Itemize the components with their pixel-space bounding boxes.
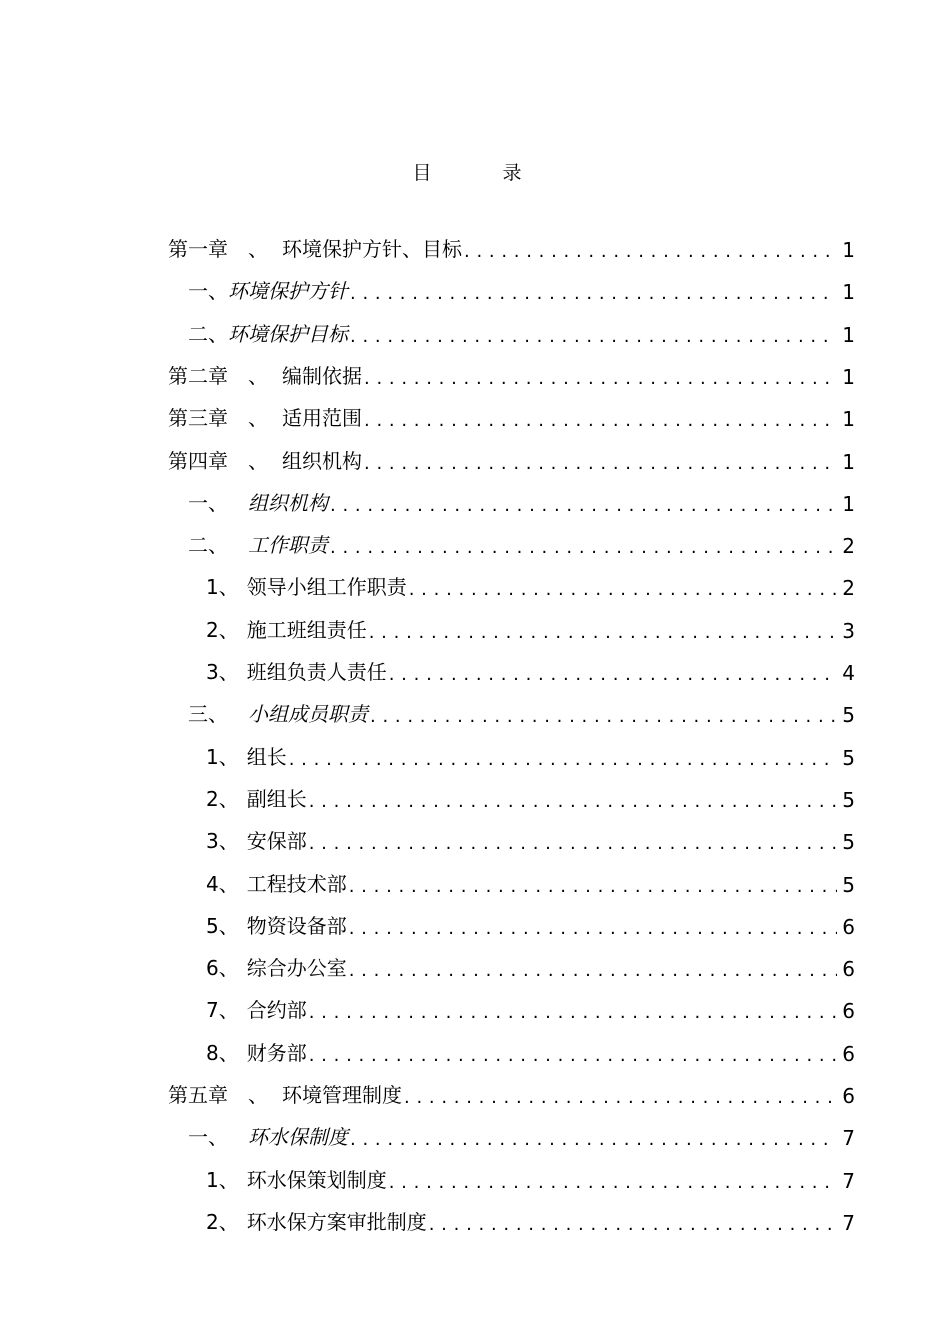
toc-title: 目 录 <box>412 162 548 184</box>
toc-page-number: 6 <box>842 957 855 982</box>
dot-leader <box>309 830 837 850</box>
toc-entry-label <box>188 698 368 727</box>
toc-page-number: 6 <box>842 1041 855 1066</box>
toc-page-number: 4 <box>842 661 855 685</box>
toc-entry-number: 第五章 、 <box>168 1083 268 1107</box>
toc-entry-text: 合约部 <box>246 998 307 1023</box>
toc-entry-text: 财务部 <box>246 1040 307 1065</box>
toc-entry[interactable] <box>188 266 855 304</box>
toc-entry[interactable] <box>206 647 855 685</box>
dot-leader <box>349 873 837 893</box>
toc-entry-text: 安保部 <box>246 829 307 854</box>
toc-entry[interactable] <box>206 732 855 770</box>
dot-leader <box>350 323 837 343</box>
toc-entry-label <box>206 614 367 643</box>
toc-entry-text: 组长 <box>246 744 287 769</box>
dot-leader <box>330 534 837 554</box>
toc-entry-number: 7、 <box>206 998 239 1023</box>
toc-entry-number: 一、 <box>188 279 228 304</box>
toc-entry-number: 8、 <box>206 1040 239 1065</box>
toc-page-number: 7 <box>842 1168 855 1193</box>
toc-entry[interactable] <box>206 985 855 1023</box>
toc-entry-label <box>206 1164 387 1193</box>
dot-leader <box>389 1169 837 1189</box>
toc-entry[interactable] <box>206 562 855 600</box>
dot-leader <box>289 746 837 766</box>
toc-page-number: 3 <box>842 618 855 643</box>
dot-leader <box>429 1211 837 1231</box>
toc-entry-text: 环境管理制度 <box>282 1083 402 1107</box>
toc-entry-text: 工作职责 <box>248 533 328 558</box>
dot-leader <box>309 788 837 808</box>
dot-leader <box>364 365 837 385</box>
dot-leader <box>309 1042 837 1062</box>
toc-entry-number: 3、 <box>206 829 239 854</box>
toc-page-number: 7 <box>842 1126 855 1151</box>
toc-entry-number: 3、 <box>206 660 239 684</box>
toc-page-number: 1 <box>842 322 855 347</box>
dot-leader <box>349 915 837 935</box>
toc-entry-label <box>168 1079 402 1108</box>
toc-entry-number: 1、 <box>206 744 239 769</box>
toc-entry[interactable] <box>168 1070 855 1108</box>
toc-page-number: 1 <box>842 407 855 432</box>
toc-page-number: 6 <box>842 999 855 1024</box>
toc-page-number: 6 <box>842 914 855 939</box>
toc-entry-text: 领导小组工作职责 <box>246 575 407 600</box>
dot-leader <box>350 280 837 300</box>
toc-entry-label <box>206 783 307 812</box>
toc-entry-number: 2、 <box>206 1209 239 1234</box>
toc-entry[interactable] <box>206 1155 855 1193</box>
toc-entry[interactable] <box>206 1028 855 1066</box>
toc-entry-text: 班组负责人责任 <box>246 660 387 684</box>
toc-entry-text: 编制依据 <box>282 363 362 388</box>
toc-entry-text: 副组长 <box>246 786 307 811</box>
toc-entry[interactable] <box>168 393 855 431</box>
toc-page-number: 7 <box>842 1210 855 1235</box>
toc-entry-label <box>206 1037 307 1066</box>
toc-entry-number: 一、 <box>188 1125 228 1150</box>
toc-entry-label <box>188 1121 348 1150</box>
toc-entry-label <box>206 952 347 981</box>
toc-entry-text: 环水保策划制度 <box>246 1167 387 1192</box>
toc-entry-label <box>188 275 348 304</box>
toc-entry-label <box>168 360 362 389</box>
toc-entry-text: 环境保护目标 <box>228 321 348 346</box>
toc-entry-number: 4、 <box>206 871 239 896</box>
dot-leader <box>369 619 837 639</box>
toc-entry[interactable] <box>188 1112 855 1150</box>
toc-page-number: 5 <box>842 872 855 897</box>
toc-entry-label <box>168 402 362 431</box>
toc-entry[interactable] <box>206 859 855 897</box>
toc-entry-text: 组织机构 <box>282 448 362 473</box>
toc-page-number: 1 <box>842 238 855 262</box>
toc-entry-number: 1、 <box>206 1167 239 1192</box>
toc-page-number: 5 <box>842 703 855 728</box>
toc-entry-number: 第二章 、 <box>168 363 268 388</box>
toc-page-number: 6 <box>842 1084 855 1108</box>
toc-entry-text: 组织机构 <box>248 490 328 515</box>
toc-entry-label <box>168 233 462 262</box>
toc-page-number: 5 <box>842 787 855 812</box>
toc-entry[interactable] <box>168 351 855 389</box>
toc-entry-label <box>206 825 307 854</box>
dot-leader <box>330 492 837 512</box>
toc-entry-text: 适用范围 <box>282 406 362 431</box>
toc-entry-number: 第四章 、 <box>168 448 268 473</box>
toc-entry-text: 环境保护方针、目标 <box>282 237 462 261</box>
toc-entry-label <box>188 487 328 516</box>
dot-leader <box>389 661 837 681</box>
toc-page-number: 2 <box>842 534 855 559</box>
toc-entry[interactable] <box>206 901 855 939</box>
toc-entry-number: 三、 <box>188 702 228 727</box>
toc-page-number: 1 <box>842 364 855 389</box>
toc-entry-number: 二、 <box>188 533 228 558</box>
toc-entry-text: 环水保制度 <box>248 1125 348 1150</box>
toc-page-number: 5 <box>842 830 855 855</box>
toc-entry[interactable] <box>188 478 855 516</box>
toc-entry[interactable] <box>206 605 855 643</box>
toc-entry-number: 5、 <box>206 913 239 938</box>
toc-entry-number: 第三章 、 <box>168 406 268 431</box>
toc-entry[interactable] <box>206 774 855 812</box>
dot-leader <box>364 450 837 470</box>
dot-leader <box>404 1084 837 1104</box>
toc-entry[interactable] <box>206 1197 855 1235</box>
toc-entry-number: 一、 <box>188 490 228 515</box>
toc-entry-label <box>206 656 387 685</box>
toc-entry-label <box>168 445 362 474</box>
toc-entry-label <box>206 910 347 939</box>
toc-entry-number: 第一章 、 <box>168 237 268 261</box>
toc-entry[interactable] <box>188 309 855 347</box>
toc-entry-label <box>206 868 347 897</box>
toc-entry-number: 2、 <box>206 617 239 642</box>
toc-entry-text: 工程技术部 <box>246 871 347 896</box>
dot-leader <box>364 407 837 427</box>
toc-entry-text: 小组成员职责 <box>248 702 368 727</box>
toc-entry-label <box>188 529 328 558</box>
dot-leader <box>409 576 837 596</box>
toc-page-number: 2 <box>842 576 855 601</box>
toc-page-number: 5 <box>842 745 855 770</box>
toc-entry-text: 施工班组责任 <box>246 617 367 642</box>
toc-page-number: 1 <box>842 280 855 305</box>
toc-entry-text: 物资设备部 <box>246 913 347 938</box>
dot-leader <box>350 1126 837 1146</box>
dot-leader <box>349 957 837 977</box>
toc-entry-number: 二、 <box>188 321 228 346</box>
dot-leader <box>464 238 837 258</box>
toc-entry-label <box>206 741 287 770</box>
toc-entry[interactable] <box>206 943 855 981</box>
dot-leader <box>370 703 837 723</box>
toc-entry[interactable] <box>168 224 855 262</box>
toc-entry-number: 1、 <box>206 575 239 600</box>
toc-entry-label <box>206 994 307 1023</box>
toc-entry-number: 2、 <box>206 786 239 811</box>
toc-entry-label <box>188 318 348 347</box>
toc-entry[interactable] <box>188 520 855 558</box>
toc-page-number: 1 <box>842 491 855 516</box>
toc-entry-text: 综合办公室 <box>246 956 347 981</box>
toc-entry[interactable] <box>188 689 855 727</box>
toc-entry[interactable] <box>206 816 855 854</box>
toc-page-number: 1 <box>842 449 855 474</box>
toc-entry-text: 环境保护方针 <box>228 279 348 304</box>
toc-entry-label <box>206 571 407 600</box>
toc-entry-number: 6、 <box>206 956 239 981</box>
dot-leader <box>309 999 837 1019</box>
toc-entry-label <box>206 1206 427 1235</box>
toc-entry-text: 环水保方案审批制度 <box>246 1209 427 1234</box>
toc-entry[interactable] <box>168 436 855 474</box>
